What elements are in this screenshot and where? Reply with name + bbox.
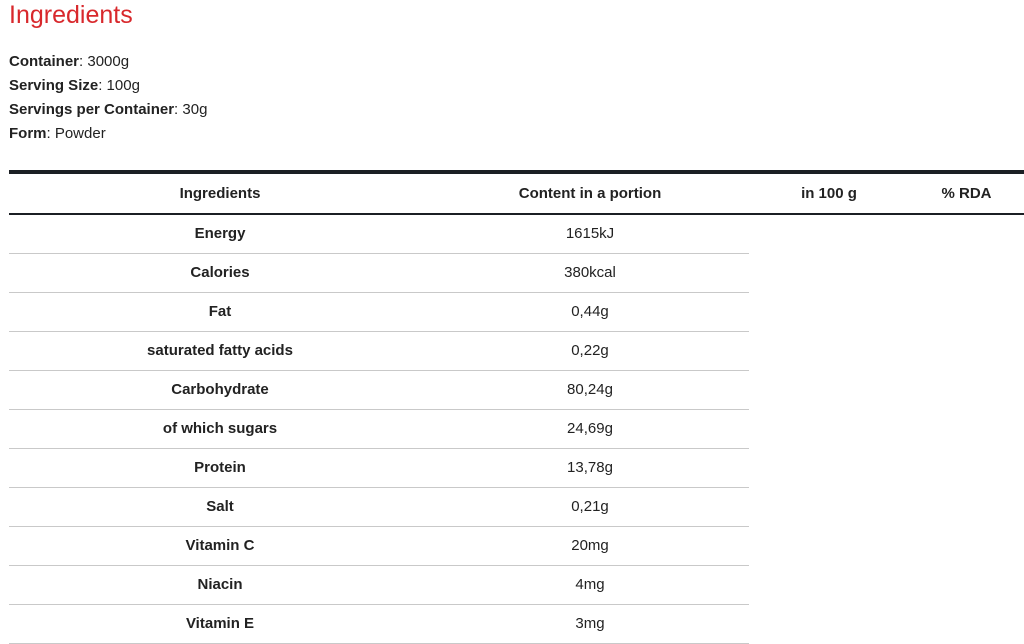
ingredient-content: 3mg (575, 615, 605, 632)
table-row (9, 488, 749, 527)
ingredient-name: Vitamin C (185, 537, 255, 554)
nutrition-table (9, 170, 1024, 644)
ingredient-content: 13,78g (567, 459, 613, 476)
ingredient-content: 0,21g (571, 498, 609, 515)
table-body (9, 215, 1024, 644)
spec-value: : 100g (98, 77, 140, 94)
spec-label: Servings per Container (9, 101, 175, 118)
spec-value: : Powder (46, 125, 106, 142)
header-ingredients: Ingredients (179, 185, 261, 202)
ingredient-name: Salt (206, 498, 234, 515)
spec-servings-per-container (9, 98, 207, 122)
ingredient-name: Protein (194, 459, 246, 476)
ingredient-content: 80,24g (567, 381, 613, 398)
ingredient-name: Vitamin E (185, 615, 255, 632)
section-title: Ingredients (9, 1, 133, 29)
ingredient-name: Carbohydrate (171, 381, 269, 398)
spec-container (9, 50, 207, 74)
table-header (9, 174, 1024, 215)
table-row (9, 254, 749, 293)
ingredient-content: 4mg (575, 576, 605, 593)
spec-serving-size (9, 74, 207, 98)
ingredient-name: Calories (190, 264, 250, 281)
ingredient-content: 0,44g (571, 303, 609, 320)
header-rda: % RDA (941, 185, 992, 202)
table-row (9, 605, 749, 644)
spec-form (9, 122, 207, 146)
header-per-100g: in 100 g (801, 185, 857, 202)
table-row (9, 215, 749, 254)
ingredient-content: 24,69g (567, 420, 613, 437)
product-specs (9, 50, 207, 146)
table-row (9, 293, 749, 332)
ingredient-content: 1615kJ (565, 225, 615, 242)
header-content-portion: Content in a portion (518, 185, 662, 202)
spec-value: : 3000g (79, 53, 130, 70)
ingredient-name: Niacin (197, 576, 243, 593)
table-row (9, 410, 749, 449)
ingredient-name: saturated fatty acids (147, 342, 293, 359)
spec-label: Serving Size (9, 77, 99, 94)
ingredient-content: 0,22g (571, 342, 609, 359)
table-row (9, 371, 749, 410)
table-row (9, 332, 749, 371)
table-row (9, 566, 749, 605)
ingredient-name: Energy (194, 225, 246, 242)
ingredient-content: 20mg (571, 537, 609, 554)
spec-value: : 30g (174, 101, 208, 118)
table-row (9, 527, 749, 566)
table-row (9, 449, 749, 488)
ingredient-name: Fat (208, 303, 232, 320)
spec-label: Form (9, 125, 47, 142)
spec-label: Container (9, 53, 80, 70)
ingredient-content: 380kcal (564, 264, 616, 281)
ingredient-name: of which sugars (162, 420, 278, 437)
